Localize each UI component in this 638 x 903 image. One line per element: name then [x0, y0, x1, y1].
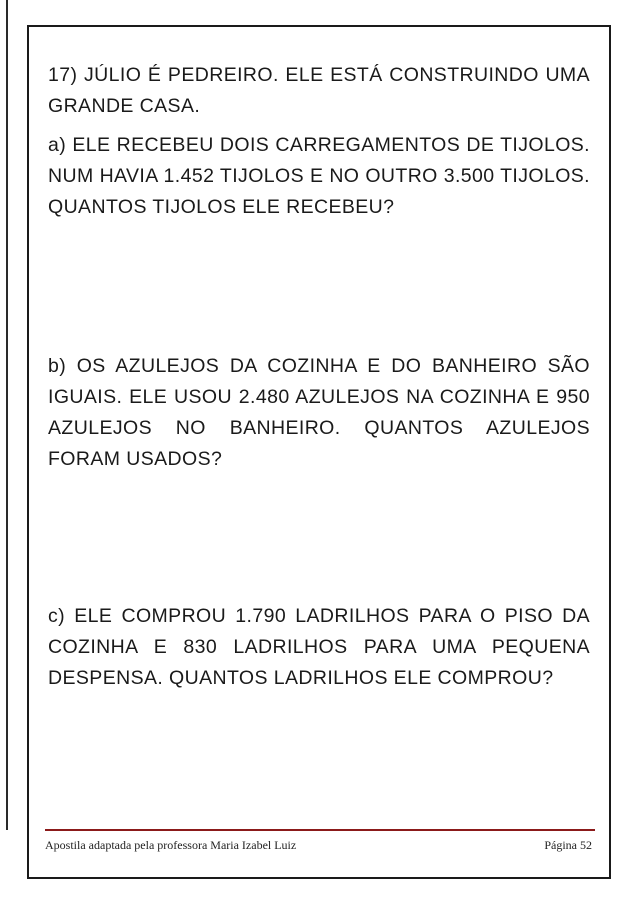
exercise-block: [48, 60, 590, 694]
footer-credit: Apostila adaptada pela professora Maria Izabel Luiz: [45, 838, 297, 852]
left-margin-rule: [6, 0, 8, 830]
exercise-title: 17) JÚLIO É PEDREIRO. ELE ESTÁ CONSTRUINDO UMA GRANDE CASA.: [48, 64, 590, 117]
footer-rule: [45, 829, 595, 831]
question-b: b) OS AZULEJOS DA COZINHA E DO BANHEIRO SÃO IGUAIS. ELE USOU 2.480 AZULEJOS NA COZINHA E 950 AZULEJOS NO BANHEIRO. QUANTOS AZULEJOS FORAM USADOS?: [48, 355, 590, 470]
page-number: Página 52: [544, 838, 592, 852]
question-a: a) ELE RECEBEU DOIS CARREGAMENTOS DE TIJOLOS. NUM HAVIA 1.452 TIJOLOS E NO OUTRO 3.500 TIJOLOS. QUANTOS TIJOLOS ELE RECEBEU?: [48, 134, 590, 218]
question-c: c) ELE COMPROU 1.790 LADRILHOS PARA O PISO DA COZINHA E 830 LADRILHOS PARA UMA PEQUENA DESPENSA. QUANTOS LADRILHOS ELE COMPROU?: [48, 605, 590, 689]
